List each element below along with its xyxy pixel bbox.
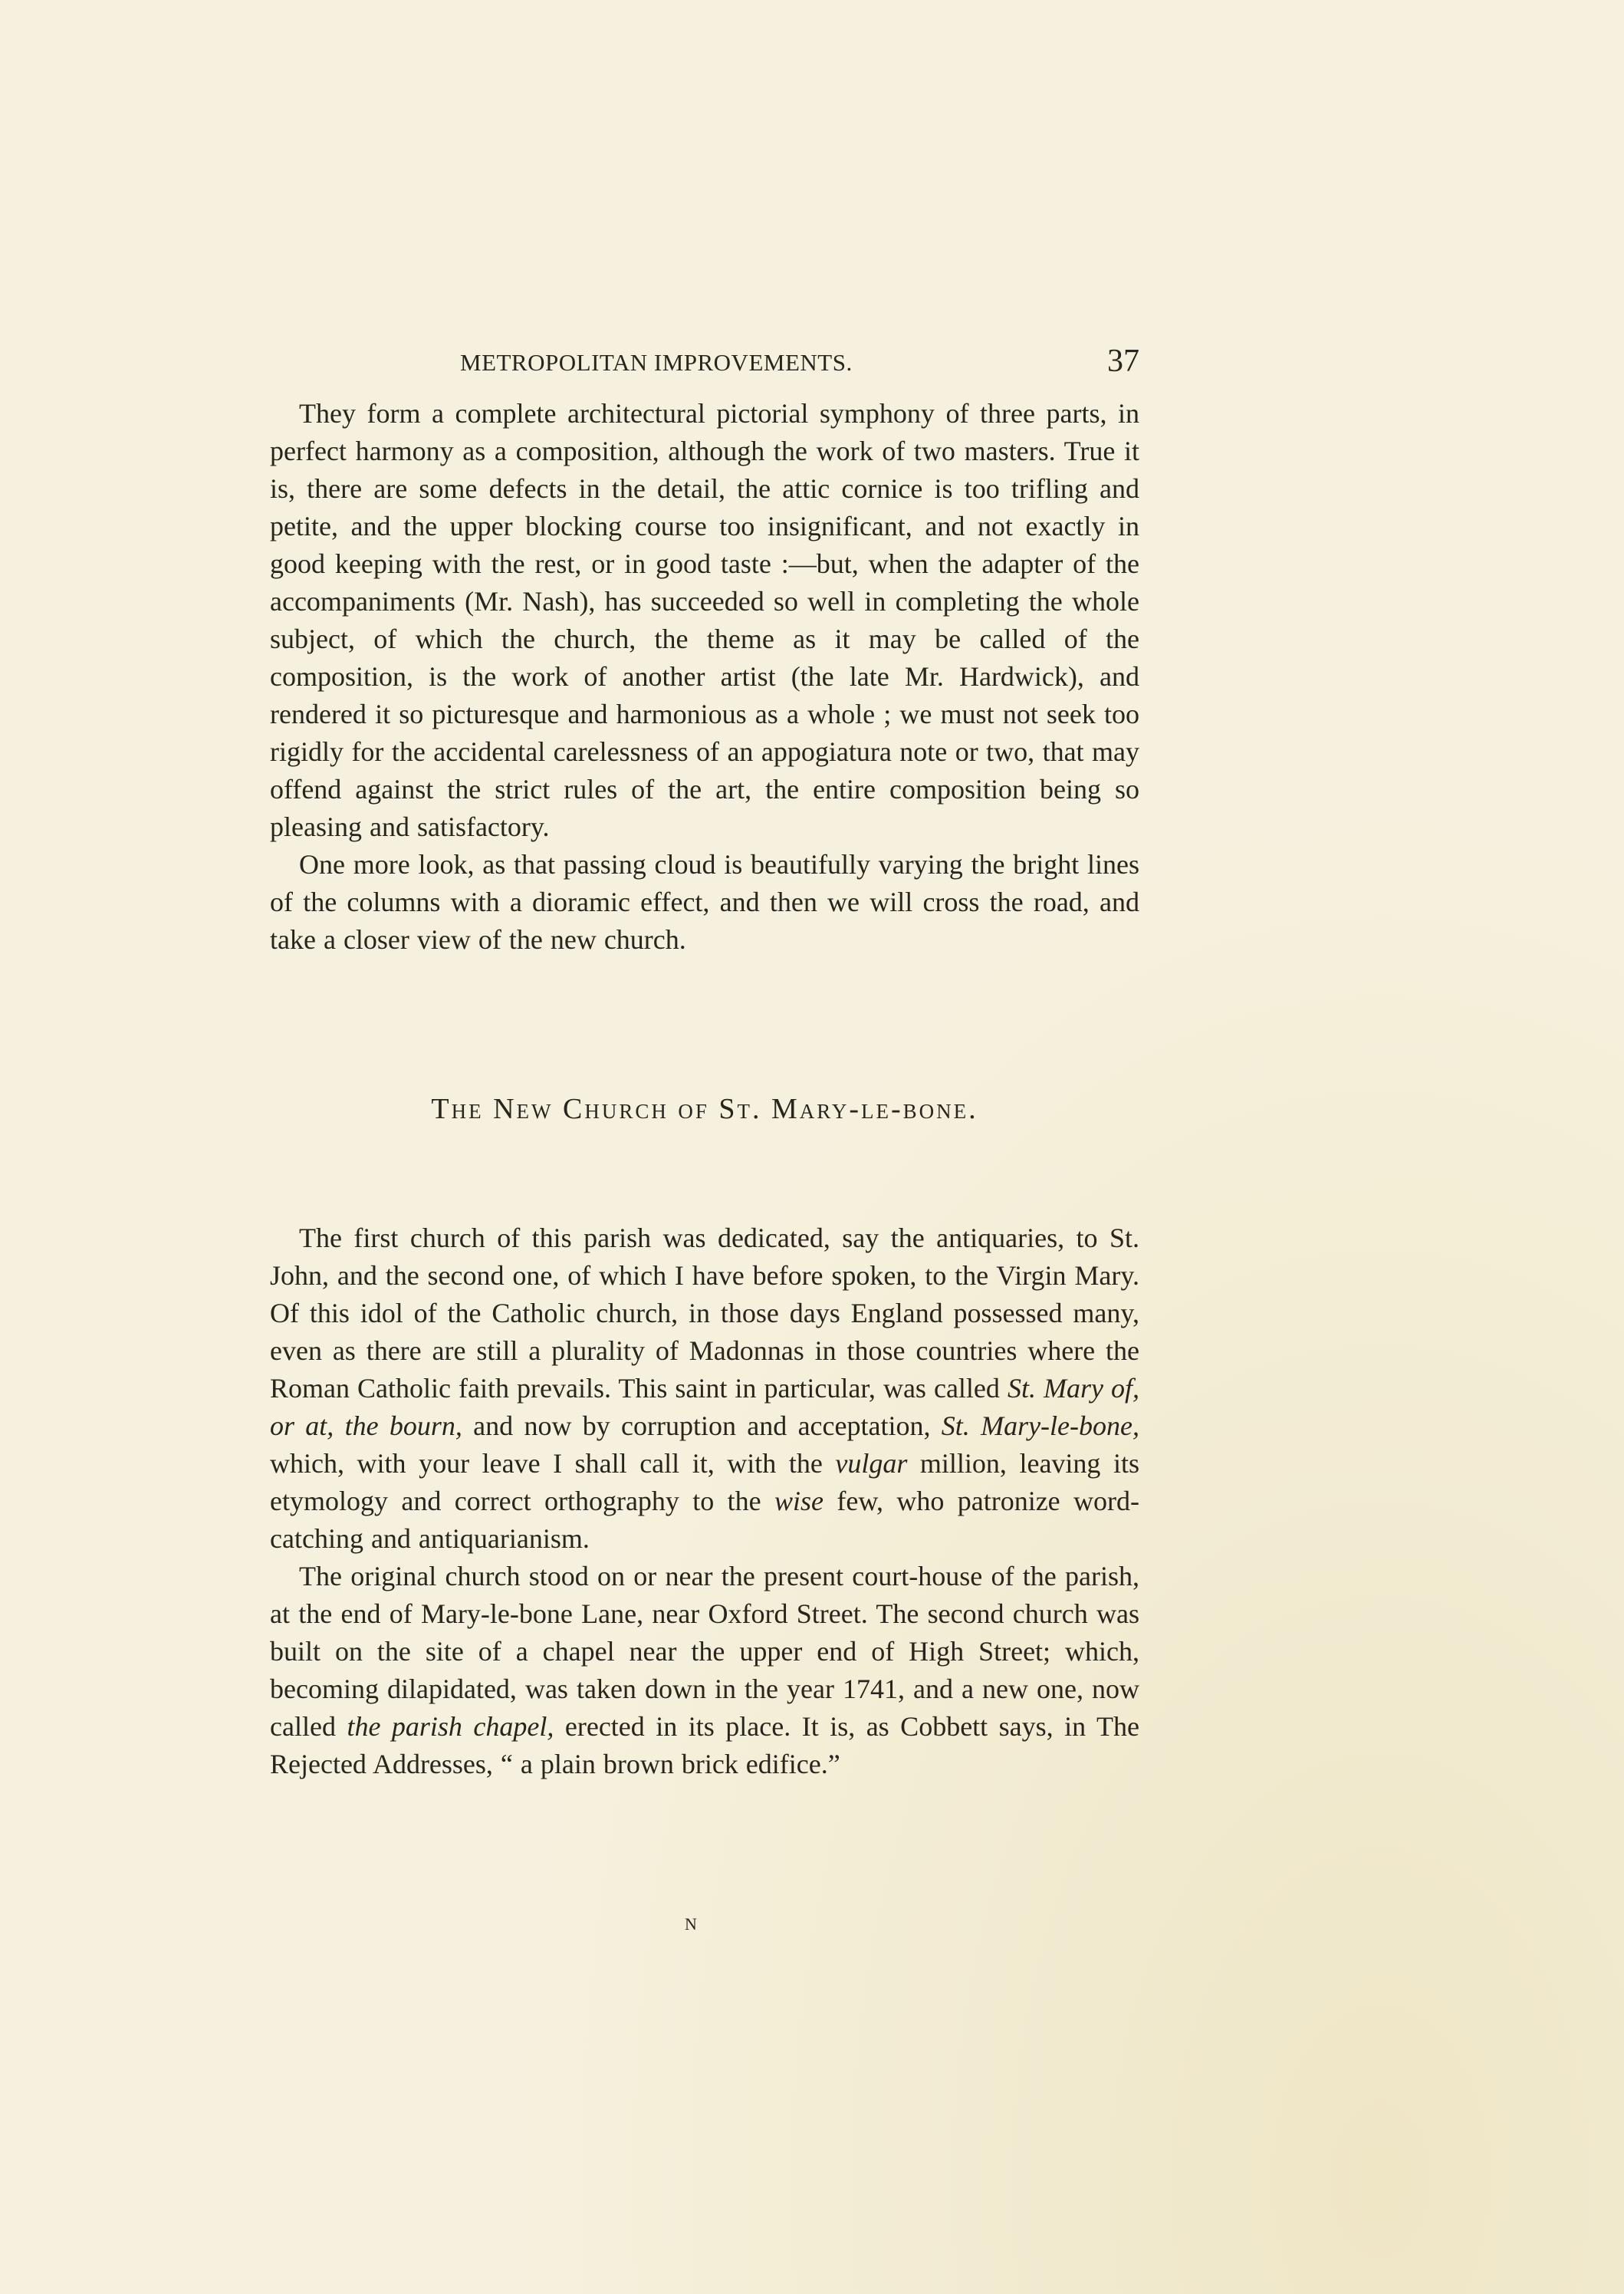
italic-text: St. Mary-le-bone, (941, 1410, 1139, 1441)
paragraph-text: and now by corruption and acceptation, (462, 1410, 942, 1441)
paragraph-text: The first church of this parish was dedicated, say the antiquaries, to St. John, and the second one, of which I have before spoken, to the Virgin Mary. Of this idol of the Catholic church, in those days England possessed many, even as there are still a plurality of Madonnas in those countries where the Roman Catholic faith prevails. This saint in particular, was called (270, 1223, 1139, 1404)
italic-text: the parish chapel, (347, 1711, 554, 1742)
paragraph-text: The original church stood on or near the present court-house of the parish, at the end of Mary-le-bone Lane, near Oxford Street. The second church was built on the site of a chapel near the upper end of High Street; which, becoming dilapidated, was taken down in the year 1741, and a new one, now called (270, 1561, 1139, 1742)
running-header (270, 343, 1139, 389)
paragraph (270, 846, 1139, 959)
page-number: 37 (1107, 344, 1139, 379)
section-heading: The New Church of St. Mary-le-bone. (431, 1093, 978, 1125)
paragraph-text: million, leaving its etymology and correct orthography to the (270, 1448, 1139, 1516)
paragraph-text: which, with your leave I shall call it, with the (270, 1448, 836, 1479)
paragraph-text: few, who patronize word-catching and antiquarianism. (270, 1486, 1139, 1554)
body-text-before-heading (270, 395, 1139, 959)
paragraph (270, 395, 1139, 846)
italic-text: wise (774, 1486, 824, 1516)
running-title: METROPOLITAN IMPROVEMENTS. (460, 349, 853, 376)
paragraph-text: They form a complete architectural pictorial symphony of three parts, in perfect harmony as a composition, although the work of two masters. True it is, there are some defects in the detail, the attic cornice is too trifling and petite, and the upper blocking course too insignificant, and not exactly in good keeping with the rest, or in good taste :—but, when the adapter of the accompaniments (Mr. Nash), has succeeded so well in completing the whole subject, of which the church, the theme as it may be called of the composition, is the work of another artist (the late Mr. Hardwick), and rendered it so picturesque and harmonious as a whole ; we must not seek too rigidly for the accidental carelessness of an appogiatura note or two, that may offend against the strict rules of the art, the entire composition being so pleasing and satisfactory. (270, 398, 1139, 842)
paragraph (270, 1558, 1139, 1783)
italic-text: vulgar (835, 1448, 908, 1479)
signature-mark: N (685, 1914, 698, 1934)
paragraph (270, 1219, 1139, 1558)
paragraph-text: One more look, as that passing cloud is beautifully varying the bright lines of the columns with a dioramic effect, and then we will cross the road, and take a closer view of the new church. (270, 849, 1139, 955)
body-text-after-heading (270, 1219, 1139, 1783)
paragraph-text: erected in its place. It is, as Cobbett says, in The Rejected Addresses, “ a plain brown brick edifice.” (270, 1711, 1139, 1779)
italic-text: St. Mary of, or at, the bourn, (270, 1373, 1139, 1441)
